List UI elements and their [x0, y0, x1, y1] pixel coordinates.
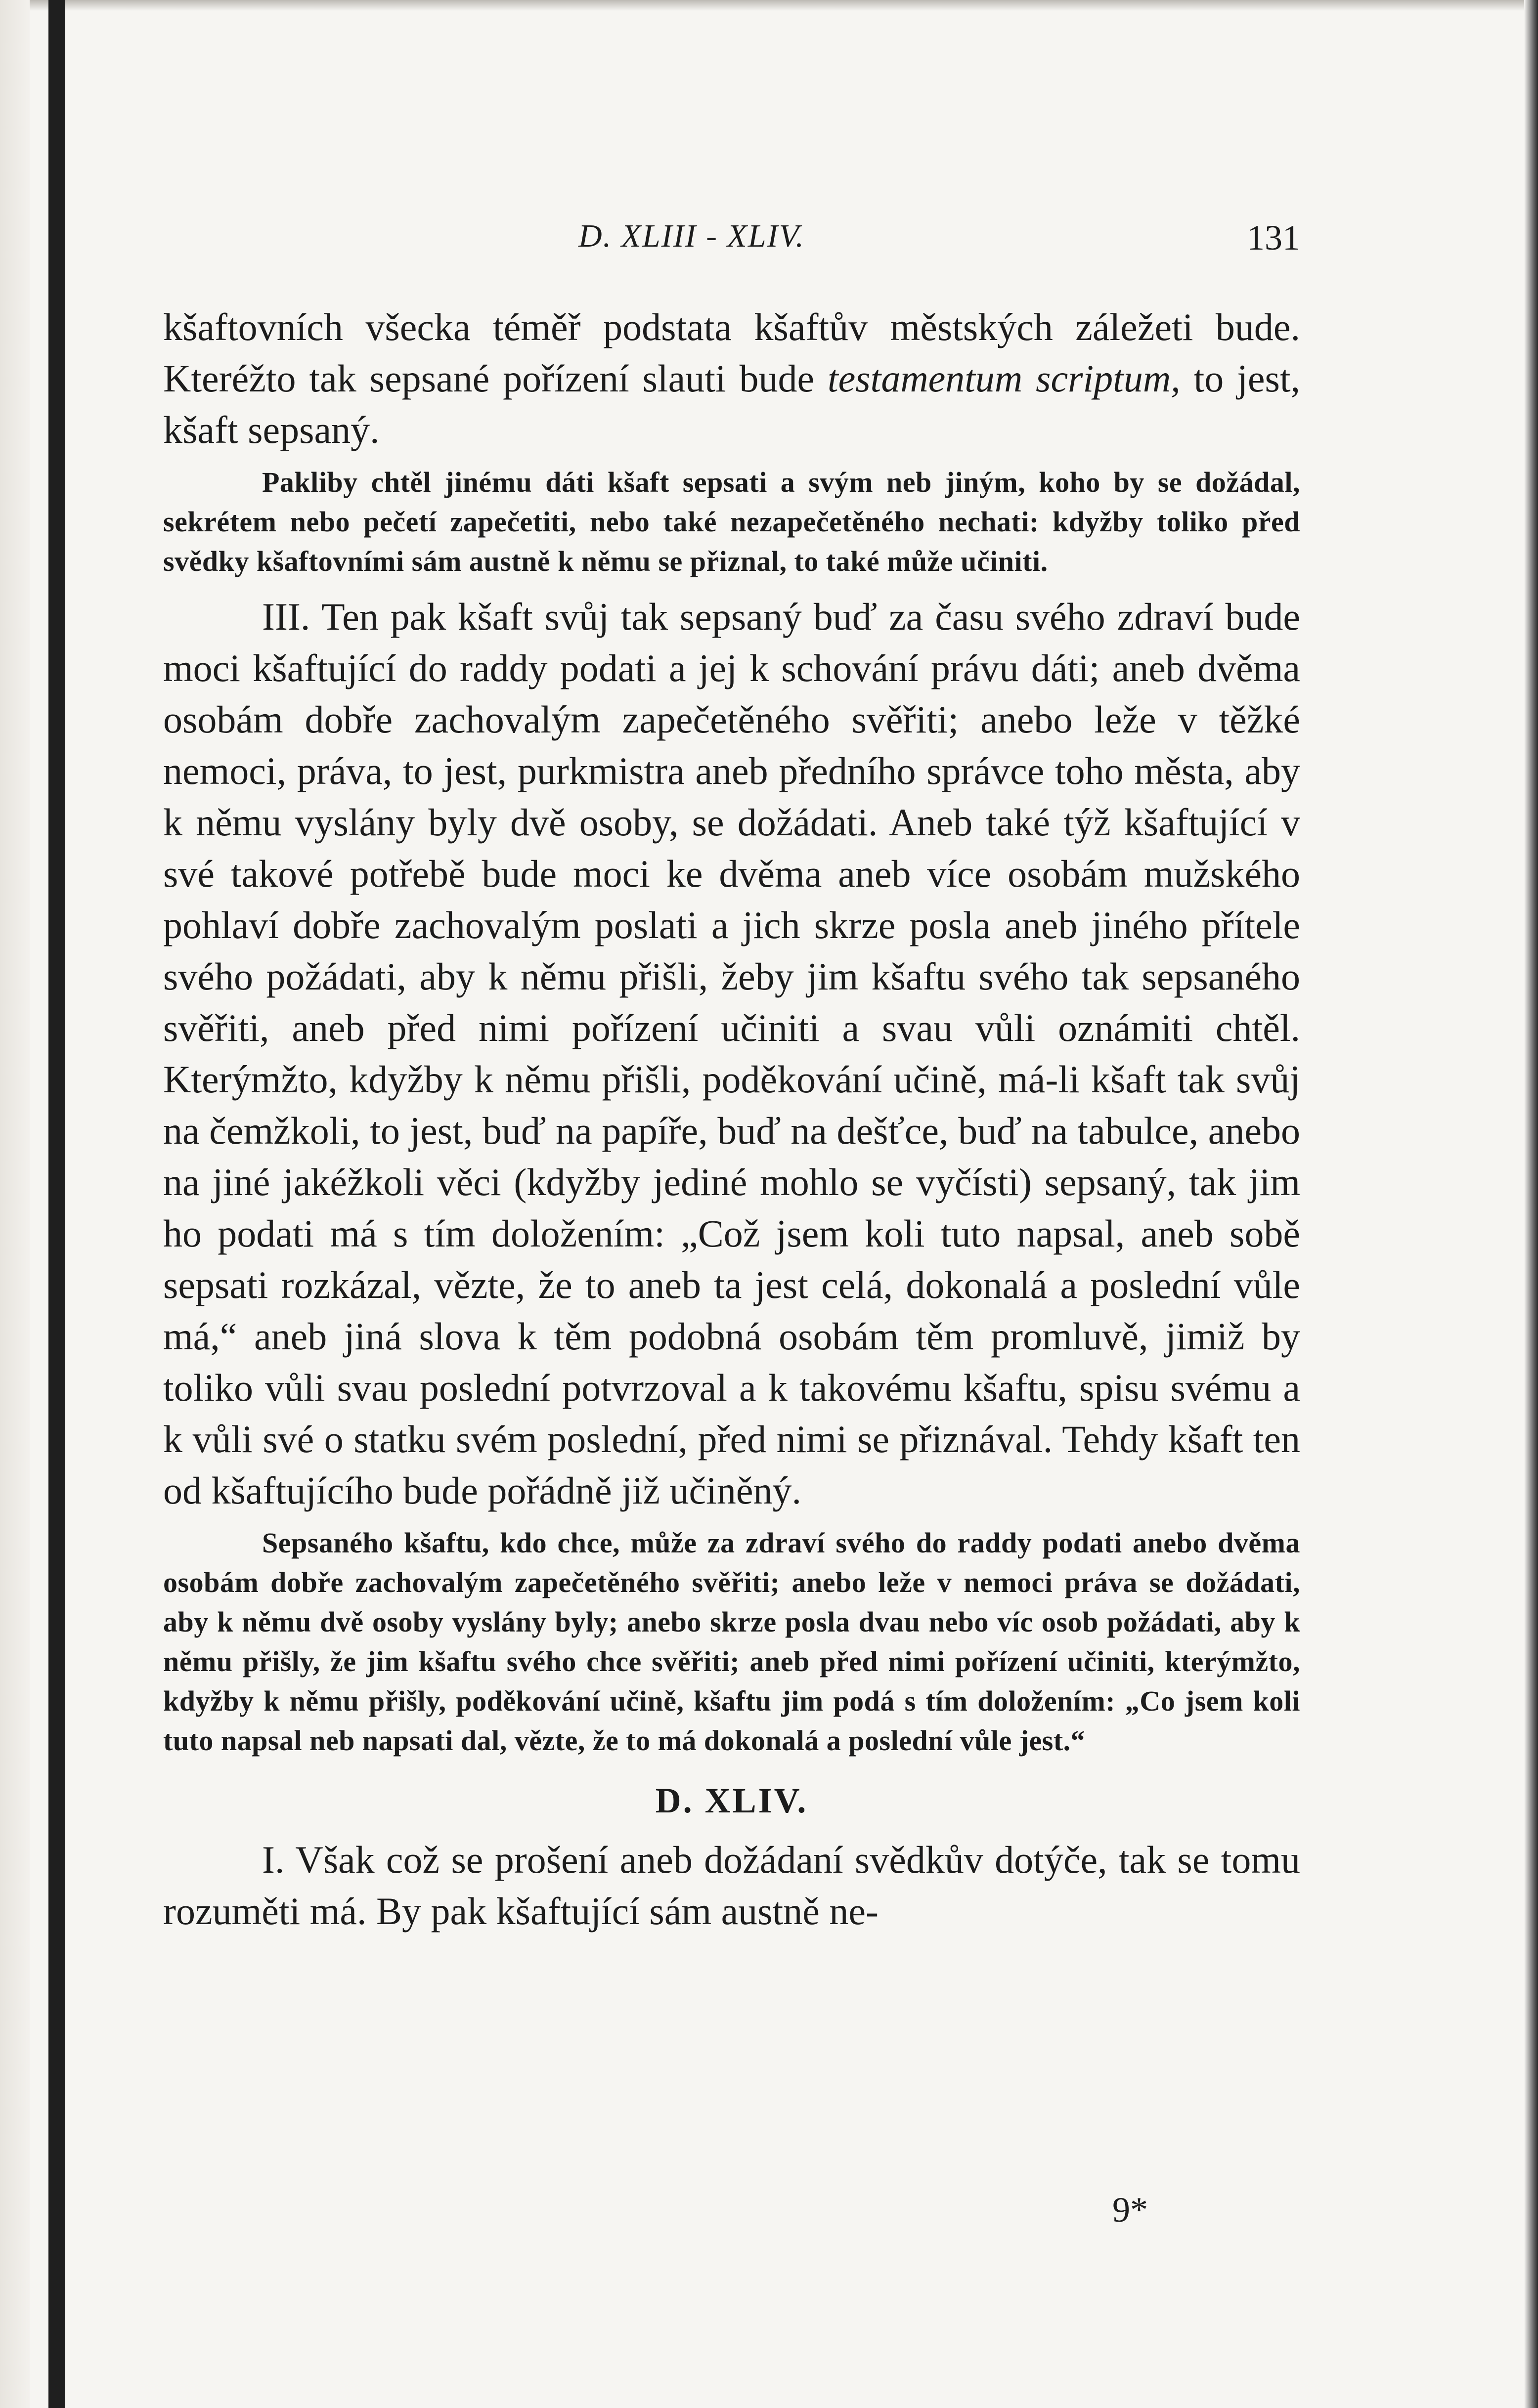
running-title: D. XLIII - XLIV. — [578, 218, 805, 254]
paragraph-continuation — [163, 301, 1300, 456]
section-heading: D. XLIV. — [655, 1781, 808, 1820]
page-top-edge — [0, 0, 1538, 11]
paragraph-iii — [163, 591, 1300, 1516]
paragraph-text: kšaftovních všecka téměř podstata kšaftův městských záležeti bude. Kteréžto tak sepsané pořízení slauti bude — [163, 305, 1300, 400]
running-head — [163, 217, 1300, 262]
latin-term: testamentum scriptum, — [828, 357, 1181, 400]
paragraph-text: Ten pak kšaft svůj tak sepsaný buď za času svého zdraví bude moci kšaftující do raddy podati a jej k schování právu dáti; aneb dvěma osobám dobře zachovalým zapečetěného svěřiti; anebo leže v těžké nemoci, práva, to jest, purkmistra aneb předního správce toho města, aby k němu vyslány byly dvě osoby, se dožádati. Aneb také týž kšaftující v své takové potřebě bude moci ke dvěma aneb více osobám mužského pohlaví dobře zachovalým poslati a jich skrze posla aneb jiného přítele svého požádati, aby k němu přišli, žeby jim kšaftu svého tak sepsaného svěřiti, aneb před nimi pořízení učiniti a svau vůli oznámiti chtěl. Kterýmžto, kdyžby k němu přišli, poděkování učině, má-li kšaft tak svůj na čemžkoli, to jest, buď na papíře, buď na dešťce, buď na tabulce, anebo na jiné jakéžkoli věci (kdyžby jediné mohlo se vyčísti) sepsaný, tak jim ho podati má s tím doložením: „Což jsem koli tuto napsal, aneb sobě sepsati rozkázal, vězte, že to aneb ta jest celá, dokonalá a poslední vůle má,“ aneb jiná slova k těm podobná osobám těm promluvě, jimiž by toliko vůli svau poslední potvrzoval a k takovému kšaftu, spisu svému a k vůli své o statku svém poslední, před nimi se přiznával. Tehdy kšaft ten od kšaftujícího bude pořádně již učiněný. — [163, 595, 1300, 1512]
page-left-shadow — [0, 0, 30, 2408]
signature-mark: 9* — [1112, 2190, 1148, 2230]
page-right-edge — [1524, 0, 1538, 2408]
paragraph-number: III. — [262, 595, 310, 638]
paragraph-i — [163, 1834, 1300, 1937]
summary-note: Sepsaného kšaftu, kdo chce, může za zdraví svého do raddy podati anebo dvěma osobám dobře zachovalým zapečetěného svěřiti; anebo leže v nemoci práva se dožádati, aby k němu dvě osoby vyslány byly; anebo skrze posla dvau nebo víc osob požádati, aby k němu přišly, že jim kšaftu svého chce svěřiti; aneb před nimi pořízení učiniti, kterýmžto, kdyžby k němu přišly, poděkování učině, kšaftu jim podá s tím doložením: „Co jsem koli tuto napsal neb napsati dal, vězte, že to má dokonalá a poslední vůle jest.“ — [163, 1527, 1300, 1757]
book-spine-line — [48, 0, 65, 2408]
paragraph-text-end: to jest, kšaft sepsaný. — [163, 357, 1300, 451]
paragraph-text: Však což se prošení aneb dožádaní svědkův dotýče, tak se tomu rozuměti má. By pak kšaftující sám austně ne- — [163, 1838, 1301, 1933]
note-paragraph: Pakliby chtěl jinému dáti kšaft sepsati a svým neb jiným, koho by se dožádal, sekrétem nebo pečetí zapečetiti, nebo také nezapečetěného nechati: kdyžby toliko před svědky kšaftovními sám austně k němu se přiznal, to také může učiniti. — [163, 466, 1300, 577]
page-number: 131 — [1247, 218, 1300, 258]
page-content — [163, 217, 1300, 1937]
paragraph-number: I. — [262, 1838, 285, 1881]
